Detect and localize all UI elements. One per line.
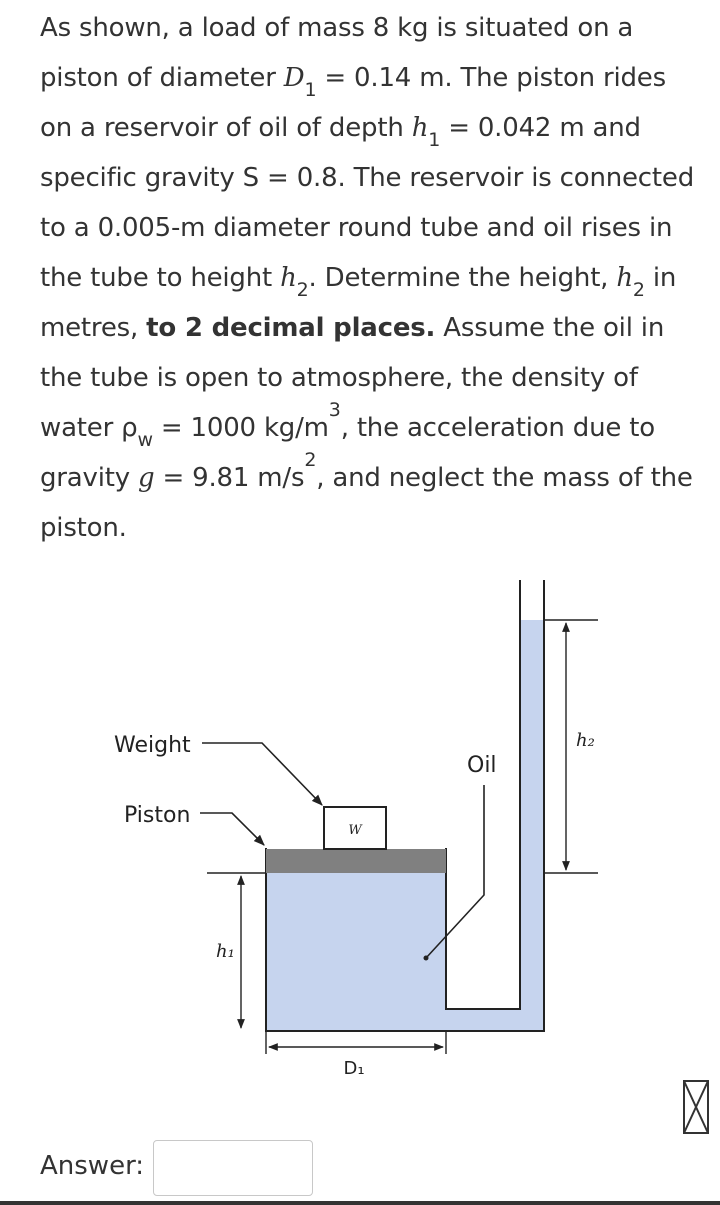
answer-input[interactable] [153,1140,313,1196]
weight-leader [202,743,322,805]
piston-label: Piston [124,803,191,828]
question-text: As shown, a load of mass 8 kg is situated on a piston of diameter $D_1 = 0.14$ m. The piston rides on a reservoir of oil of depth $h_1 = 0.042$ m and specific gravity S = 0.8. The reservoir is connected to a 0.005-m diameter round tube and oil rises in the tube to height $h_2$. Determine the height, $h_2$ in metres, to 2 decimal places. Assume the oil in the tube is open to atmosphere, the density of water $\rho_w = 1000$ $kg/m^3$, the acceleration due to gravity g = 9.81 $m/s^2$, and neglect the mass of the piston. [40,13,694,543]
h2-label: h₂ [576,730,595,751]
oil-leader-dot [424,956,429,961]
flag-question-icon[interactable] [683,1080,709,1138]
oil-fill [266,620,544,1031]
piston [266,849,446,873]
h1-label: h₁ [216,941,235,962]
weight-w-label: W [348,823,362,838]
piston-diagram [0,560,720,1100]
weight-label: Weight [114,733,191,758]
answer-label: Answer: [40,1151,145,1181]
bottom-divider [0,1201,720,1205]
piston-leader [200,813,264,845]
oil-label: Oil [467,753,497,778]
d1-label: D₁ [343,1058,365,1079]
tube-inner-wall [446,580,520,1009]
